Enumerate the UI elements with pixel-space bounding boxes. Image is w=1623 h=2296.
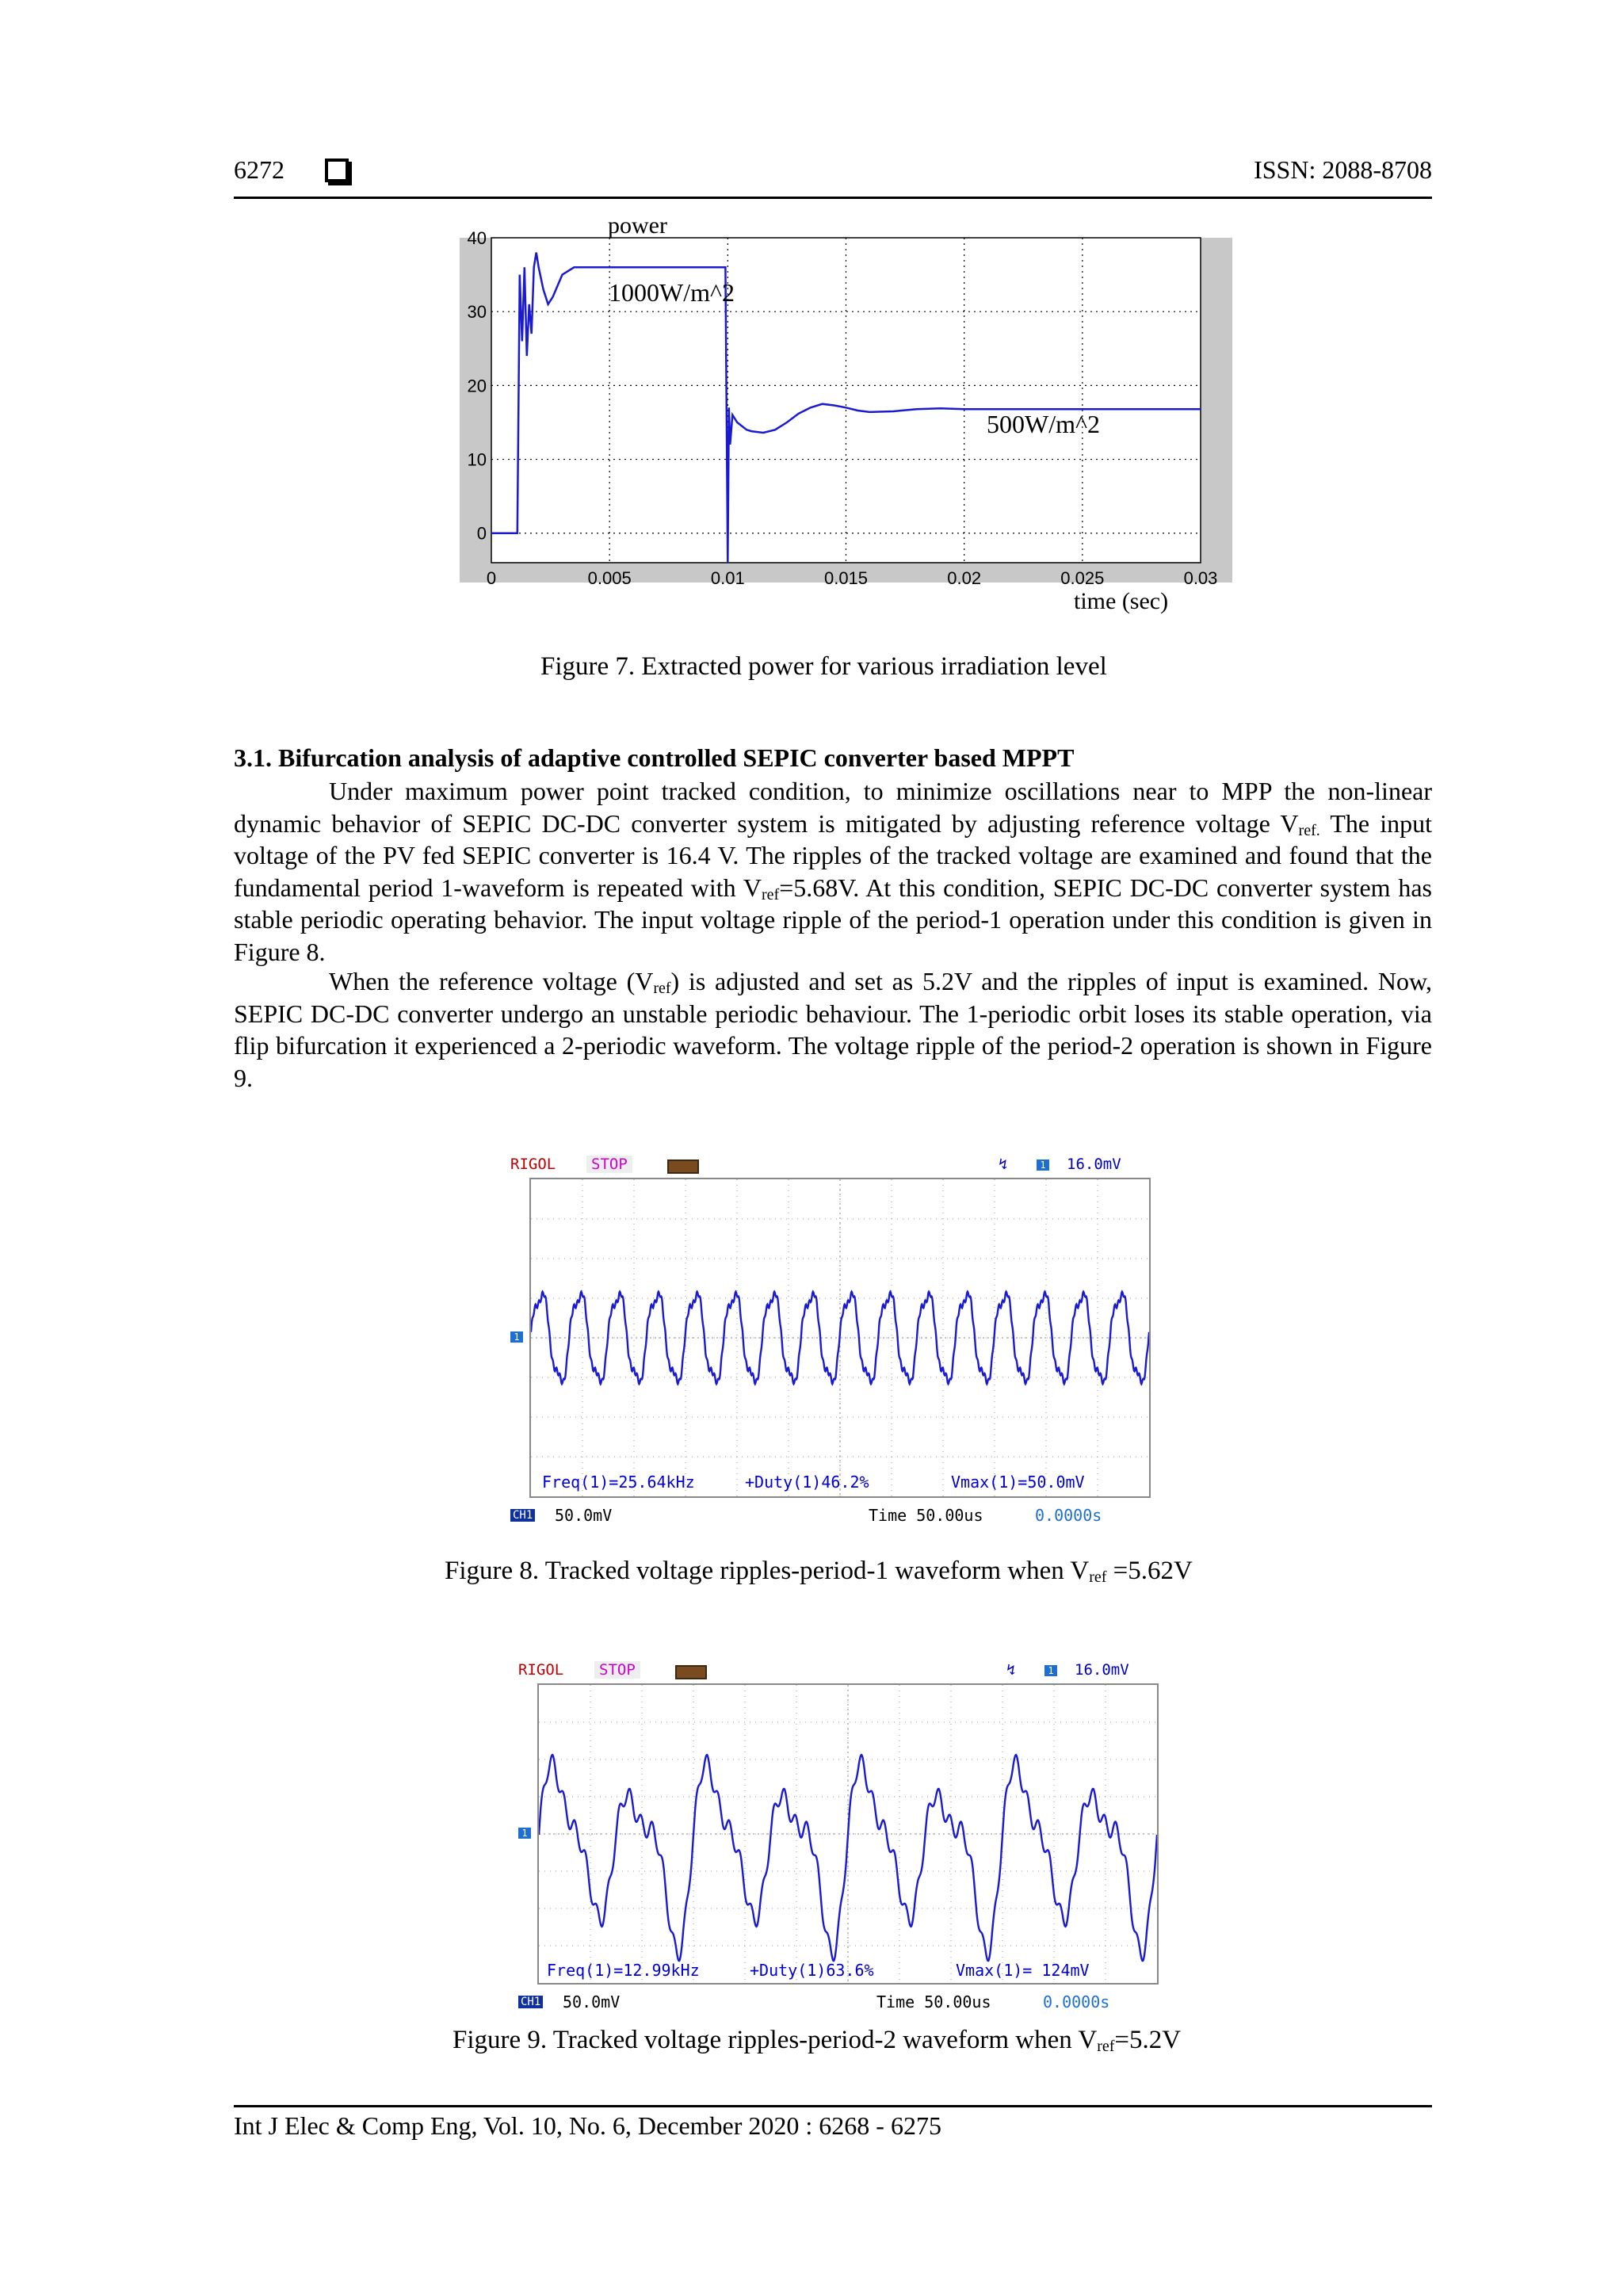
annotation-500: 500W/m^2	[987, 410, 1100, 438]
scope-vmax: Vmax(1)=50.0mV	[951, 1473, 1085, 1492]
scope-state: STOP	[594, 1661, 640, 1679]
scope-topbar	[507, 1156, 1157, 1175]
period-1-waveform	[531, 1179, 1149, 1496]
channel-1-marker: 1	[518, 1828, 531, 1839]
page-number: 6272	[234, 155, 285, 184]
channel-1-marker: 1	[510, 1331, 523, 1343]
scope-trigger-level: 16.0mV	[1075, 1661, 1129, 1679]
scope-offset: 0.0000s	[1035, 1506, 1102, 1525]
y-tick-label: 40	[467, 228, 487, 248]
scope-volts-div: 50.0mV	[563, 1992, 621, 2011]
x-tick-label: 0.005	[587, 568, 632, 588]
x-tick-label: 0.02	[947, 568, 982, 588]
period-2-waveform	[539, 1685, 1157, 1983]
scope-brand: RIGOL	[518, 1661, 564, 1679]
scope-trigger-level: 16.0mV	[1067, 1156, 1121, 1173]
p1-text-c: =5.68V. At this condition, SEPIC DC-DC converter system has stable periodic operating behavior. The input voltage ripple of the period-1 operation under this condition is given in Figure 8.	[234, 873, 1433, 966]
box-icon	[325, 159, 349, 182]
fig8-caption-sub: ref	[1089, 1568, 1107, 1586]
scope-frequency: Freq(1)=25.64kHz	[542, 1473, 695, 1492]
scope-volts-div: 50.0mV	[555, 1506, 613, 1525]
y-tick-label: 20	[467, 376, 487, 396]
footer-rule	[234, 2105, 1432, 2107]
scope-brand: RIGOL	[510, 1156, 556, 1173]
annotation-1000: 1000W/m^2	[609, 278, 735, 307]
chart-title: power	[608, 214, 667, 239]
channel-label: CH1	[510, 1509, 535, 1522]
p1-sub-2: ref	[761, 885, 780, 904]
p1-text-a: Under maximum power point tracked condition, to minimize oscillations near to MPP the non-linear dynamic behavior of SEPIC DC-DC converter system is mitigated by adjusting reference voltage V	[234, 777, 1432, 838]
page-footer: Int J Elec & Comp Eng, Vol. 10, No. 6, December 2020 : 6268 - 6275	[234, 2111, 941, 2140]
figure-7-chart	[444, 214, 1236, 626]
figure-9-caption	[453, 2026, 1181, 2055]
channel-label: CH1	[518, 1996, 543, 2008]
x-tick-label: 0.03	[1183, 568, 1218, 588]
fig8-caption-a: Figure 8. Tracked voltage ripples-period-1 waveform when V	[445, 1557, 1090, 1585]
scope-time-div: Time 50.00us	[869, 1506, 983, 1525]
figure-7-caption: Figure 7. Extracted power for various irradiation level	[540, 652, 1107, 681]
scope-frequency: Freq(1)=12.99kHz	[547, 1961, 700, 1980]
battery-icon	[667, 1159, 699, 1174]
scope-offset: 0.0000s	[1043, 1992, 1110, 2011]
trigger-channel-marker: 1	[1037, 1159, 1049, 1171]
paragraph-2	[234, 965, 1432, 1094]
trigger-edge-icon: ↯	[999, 1156, 1008, 1173]
x-tick-label: 0.01	[710, 568, 745, 588]
x-tick-label: 0	[486, 568, 497, 588]
fig9-caption-b: =5.2V	[1114, 2026, 1182, 2054]
p2-text-a: When the reference voltage (V	[329, 967, 654, 995]
figure-9-oscilloscope	[515, 1661, 1165, 2014]
x-tick-label: 0.025	[1060, 568, 1105, 588]
fig9-caption-sub: ref	[1097, 2038, 1115, 2055]
scope-screen	[529, 1178, 1151, 1498]
fig9-caption-a: Figure 9. Tracked voltage ripples-period-2 waveform when V	[453, 2026, 1098, 2054]
p1-text-b: The input voltage of the PV fed SEPIC converter is 16.4 V. The ripples of the tracked voltage are examined and found that the fundamental period 1-waveform is repeated with V	[234, 808, 1433, 902]
scope-state: STOP	[586, 1156, 632, 1173]
trigger-channel-marker: 1	[1044, 1665, 1057, 1676]
paragraph-1	[234, 775, 1432, 968]
x-tick-label: 0.015	[823, 568, 869, 588]
scope-time-div: Time 50.00us	[876, 1992, 991, 2011]
scope-topbar	[515, 1661, 1165, 1680]
y-tick-label: 0	[476, 523, 487, 544]
section-heading: 3.1. Bifurcation analysis of adaptive controlled SEPIC converter based MPPT	[234, 743, 1075, 772]
scope-screen	[537, 1683, 1159, 1985]
p2-text-b: ) is adjusted and set as 5.2V and the ripples of input is examined. Now, SEPIC DC-DC converter undergo an unstable periodic behaviour. The 1-periodic orbit loses its stable operation, via flip bifurcation it experienced a 2-periodic waveform. The voltage ripple of the period-2 operation is shown in Figure 9.	[234, 967, 1432, 1092]
y-tick-label: 10	[467, 449, 487, 470]
scope-duty: +Duty(1)63.6%	[750, 1961, 874, 1980]
y-tick-label: 30	[467, 302, 487, 323]
figure-8-caption	[445, 1557, 1193, 1586]
page-header	[234, 155, 1432, 199]
scope-duty: +Duty(1)46.2%	[745, 1473, 869, 1492]
figure-8-oscilloscope	[507, 1156, 1157, 1528]
p1-sub-1: ref.	[1298, 821, 1320, 839]
x-axis-label: time (sec)	[1074, 588, 1169, 614]
fig8-caption-b: =5.62V	[1106, 1557, 1193, 1585]
p2-sub-1: ref	[653, 980, 671, 997]
trigger-edge-icon: ↯	[1006, 1661, 1016, 1679]
issn: ISSN: 2088-8708	[1254, 155, 1432, 184]
battery-icon	[675, 1665, 707, 1679]
scope-vmax: Vmax(1)= 124mV	[956, 1961, 1090, 1980]
